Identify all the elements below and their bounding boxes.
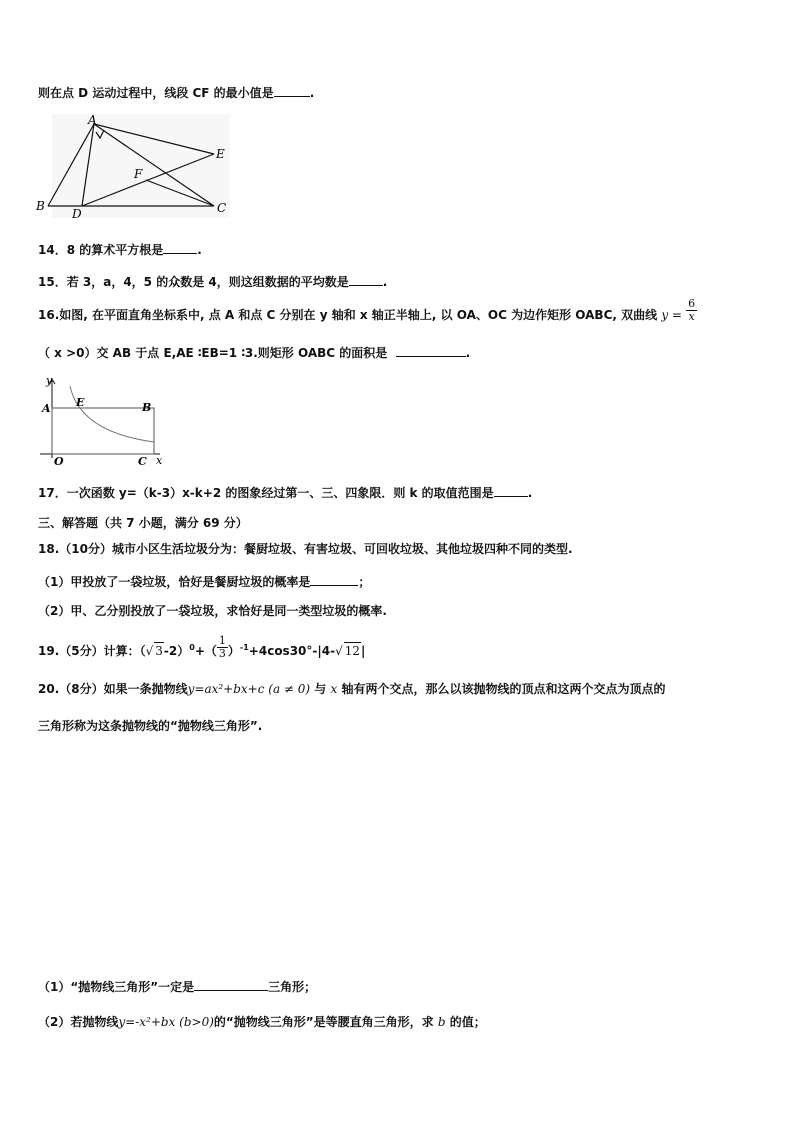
label-y: y bbox=[46, 374, 53, 387]
q20-part1-end: 三角形； bbox=[268, 980, 317, 994]
q15-text: 15．若 3，a，4，5 的众数是 4，则这组数据的平均数是 bbox=[38, 275, 349, 289]
q20-part2 bbox=[38, 1014, 486, 1030]
label-B: B bbox=[36, 199, 45, 213]
q14-period: . bbox=[197, 243, 202, 257]
geometry-figure-1 bbox=[34, 112, 234, 222]
label-A: A bbox=[88, 113, 97, 127]
q20-suffix: 轴有两个交点，那么以该抛物线的顶点和这两个交点为顶点的 bbox=[341, 682, 666, 696]
q19-exp0: 0 bbox=[189, 643, 195, 652]
q20-part2-formula: y=-x²+bx (b>0) bbox=[118, 1015, 214, 1029]
q19-end: | bbox=[361, 644, 366, 658]
q20-line2-text: 三角形称为这条抛物线的“抛物线三角形”. bbox=[38, 719, 263, 733]
q20-line1 bbox=[38, 681, 665, 697]
q19-prefix: 19.（5分）计算：（ bbox=[38, 644, 146, 658]
q20-part1-text: （1）“抛物线三角形”一定是 bbox=[38, 980, 195, 994]
q15 bbox=[38, 273, 387, 290]
label-x: x bbox=[156, 454, 163, 467]
hyperbola-curve bbox=[70, 386, 154, 442]
q19-frac-den: 3 bbox=[218, 647, 226, 660]
q17-text: 17．一次函数 y=（k-3）x-k+2 的图象经过第一、三、四象限．则 k 的取值范围是 bbox=[38, 486, 494, 500]
q18-stem bbox=[38, 541, 573, 557]
q19-exp-neg1: -1 bbox=[239, 643, 249, 652]
q18-part1-end: ； bbox=[358, 575, 371, 589]
q20-part2-prefix: （2）若抛物线 bbox=[38, 1015, 119, 1029]
q20-part2-var: b bbox=[437, 1015, 446, 1029]
q16-frac-num: 6 bbox=[688, 297, 696, 310]
q19-frac-num: 1 bbox=[218, 634, 226, 647]
q16-line2 bbox=[38, 344, 470, 361]
label-E: E bbox=[216, 147, 225, 161]
q13-answer-blank[interactable] bbox=[274, 84, 310, 97]
q19-plus-paren: +（ bbox=[194, 644, 217, 658]
label-B: B bbox=[142, 401, 152, 414]
rectangle-OABC bbox=[52, 408, 154, 454]
q17-answer-blank[interactable] bbox=[494, 484, 528, 497]
q14-text: 14．8 的算术平方根是 bbox=[38, 243, 164, 257]
q13-text: 则在点 D 运动过程中，线段 CF 的最小值是 bbox=[38, 86, 274, 100]
q16-text-2: （ x >0）交 AB 于点 E,AE ∶EB=1 ∶3.则矩形 OABC 的面积是 bbox=[38, 346, 388, 360]
q19-close: ） bbox=[227, 644, 240, 658]
q16-fraction bbox=[686, 298, 697, 323]
label-E: E bbox=[76, 396, 85, 409]
q18-stem-text: 18.（10分）城市小区生活垃圾分为：餐厨垃圾、有害垃圾、可回收垃圾、其他垃圾四种不同的类型. bbox=[38, 542, 573, 556]
q20-formula: y=ax²+bx+c (a ≠ 0) bbox=[187, 682, 311, 696]
q20-part2-end: 的值； bbox=[449, 1015, 486, 1029]
section-3-heading bbox=[38, 515, 248, 531]
section-3-title: 三、解答题（共 7 小题，满分 69 分） bbox=[38, 516, 248, 530]
q13-tail bbox=[38, 84, 314, 101]
q16-line1 bbox=[38, 297, 697, 323]
q14-answer-blank[interactable] bbox=[163, 241, 197, 254]
q18-part1 bbox=[38, 573, 370, 590]
q20-part2-mid: 的“抛物线三角形”是等腰直角三角形，求 bbox=[213, 1015, 434, 1029]
q16-text-1: 16.如图, 在平面直角坐标系中, 点 A 和点 C 分别在 y 轴和 x 轴正半轴上, 以 OA、OC 为边作矩形 OABC, 双曲线 bbox=[38, 308, 658, 322]
q19-fraction bbox=[217, 635, 228, 660]
q16-func-lhs: y = bbox=[661, 308, 682, 322]
label-C: C bbox=[138, 455, 147, 468]
q20-xvar: x bbox=[330, 682, 338, 696]
q20-mid: 与 bbox=[314, 682, 327, 696]
q20-part1 bbox=[38, 978, 316, 995]
q16-frac-den: x bbox=[688, 310, 695, 323]
q13-period: . bbox=[309, 86, 315, 100]
q20-prefix: 20.（8分）如果一条抛物线 bbox=[38, 682, 188, 696]
q16-period: . bbox=[465, 346, 471, 360]
q17-period: . bbox=[527, 486, 533, 500]
q19-sqrt12: 12 bbox=[344, 644, 361, 658]
label-D: D bbox=[72, 207, 82, 221]
q14 bbox=[38, 241, 202, 258]
q18-part1-text: （1）甲投放了一袋垃圾，恰好是餐厨垃圾的概率是 bbox=[38, 575, 311, 589]
coordinate-figure-2 bbox=[36, 372, 168, 468]
q18-part2-text: （2）甲、乙分别投放了一袋垃圾，求恰好是同一类型垃圾的概率. bbox=[38, 604, 387, 618]
q20-line2 bbox=[38, 718, 262, 734]
label-F: F bbox=[134, 167, 143, 181]
q16-answer-blank[interactable] bbox=[396, 344, 466, 357]
q15-period: . bbox=[382, 275, 388, 289]
label-C: C bbox=[217, 201, 227, 215]
label-O: O bbox=[54, 455, 64, 468]
label-A: A bbox=[42, 402, 51, 415]
q19-sqrt3: 3 bbox=[155, 644, 163, 658]
q18-part1-answer-blank[interactable] bbox=[310, 573, 358, 586]
q17 bbox=[38, 484, 532, 501]
q18-part2 bbox=[38, 603, 387, 619]
q19: 19.（5分）计算：（√ 3-2）$^0$+（ $\frac{1}{3}$ ）$^{-1}$+4cos30°-|4-√ 12| bbox=[38, 634, 366, 660]
q19-tail: +4cos30°-|4- bbox=[248, 644, 336, 658]
q20-part1-answer-blank[interactable] bbox=[194, 978, 268, 991]
q15-answer-blank[interactable] bbox=[349, 273, 383, 286]
q19-minus2: -2） bbox=[163, 644, 190, 658]
